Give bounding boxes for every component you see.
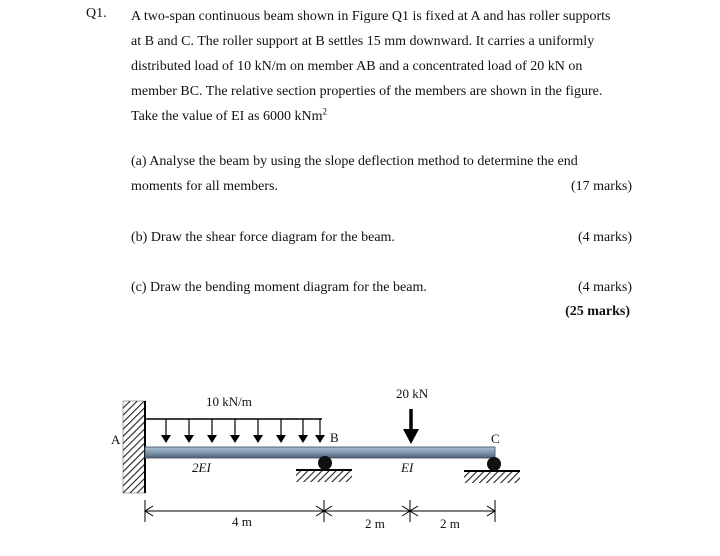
total-marks: (25 marks) [565, 304, 630, 319]
dimension-ab: 4 m [232, 514, 252, 529]
ei-value-text: Take the value of EI as 6000 kNm [131, 109, 323, 124]
statement-line-2: at B and C. The roller support at B settles 15 mm downward. It carries a uniformly [131, 34, 595, 49]
udl-label: 10 kN/m [206, 394, 252, 409]
question-number: Q1. [86, 6, 107, 21]
udl-arrow [207, 419, 217, 443]
ei-unit-superscript: 2 [322, 106, 327, 117]
part-c-text: (c) Draw the bending moment diagram for the beam. [131, 280, 427, 295]
udl-arrow [315, 419, 325, 443]
statement-line-1: A two-span continuous beam shown in Figure Q1 is fixed at A and has roller supports [131, 9, 611, 24]
part-a-marks: (17 marks) [570, 179, 632, 194]
udl-arrow [298, 419, 308, 443]
part-b-text: (b) Draw the shear force diagram for the beam. [131, 230, 395, 245]
roller-support-b [296, 456, 352, 482]
ab-stiffness-label: 2EI [192, 460, 211, 475]
label-b: B [330, 430, 339, 445]
point-load-arrow [403, 409, 419, 444]
fixed-support-a [123, 401, 145, 493]
label-c: C [491, 431, 500, 446]
udl-arrow [161, 419, 171, 443]
beam [145, 447, 495, 458]
udl-arrow [230, 419, 240, 443]
udl-arrow [253, 419, 263, 443]
udl-arrow [184, 419, 194, 443]
label-a: A [111, 432, 121, 447]
point-load-label: 20 kN [396, 386, 429, 401]
part-b-marks: (4 marks) [577, 230, 632, 245]
udl-load [146, 419, 325, 443]
statement-line-4: member BC. The relative section properties of the members are shown in the figure. [131, 84, 603, 99]
udl-arrow [276, 419, 286, 443]
dimension-b-load: 2 m [365, 516, 385, 531]
part-c-marks: (4 marks) [577, 280, 632, 295]
roller-support-c [464, 457, 520, 483]
part-a-line-2: moments for all members. [131, 179, 278, 194]
part-a-line-1: (a) Analyse the beam by using the slope deflection method to determine the end [131, 154, 578, 169]
bc-stiffness-label: EI [401, 460, 414, 475]
dimension-load-c: 2 m [440, 516, 460, 531]
statement-line-3: distributed load of 10 kN/m on member AB and a concentrated load of 20 kN on [131, 59, 583, 74]
